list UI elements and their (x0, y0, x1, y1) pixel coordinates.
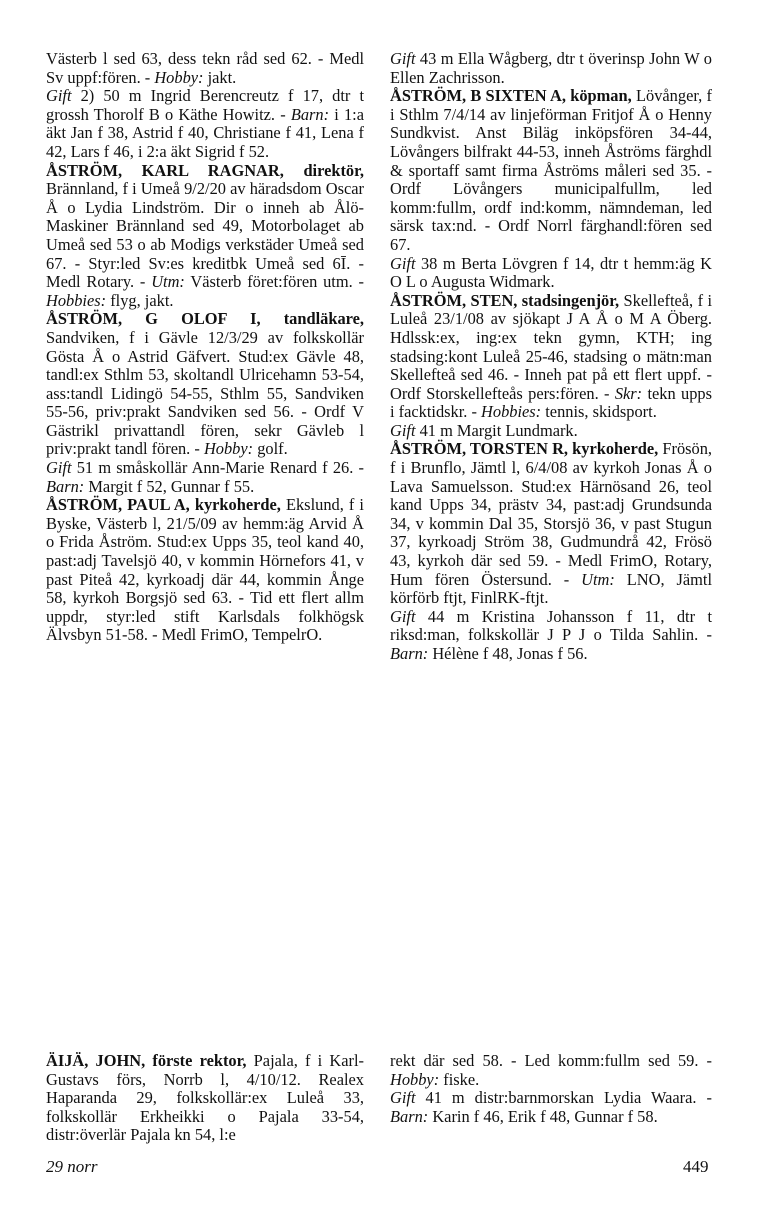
entry-text: tekn upps i facktidskr. - (390, 383, 712, 422)
entry-text: Sandviken, f i Gävle 12/3/29 av folkskollär Gösta Å o Astrid Gäfvert. Stud:ex Gävle 48, tandl:ex Sthlm 53, skoltandl Ulricehamn 53-54, ass:tandl Lidingö 54-55, Sthlm 55, Sandviken 55-56, priv:prakt Sandviken sed 56. - Ordf V Gästrikl privattandl fören, sekr Gävleb l priv:prakt tandl fören. - (46, 327, 364, 459)
entry-text: golf. (253, 439, 288, 459)
entry-text: LNO, Jämtl körförb ftjt, FinlRK-ftjt. (390, 569, 712, 608)
gift-text: 38 m Berta Lövgren f 14, dtr t hemm:äg K O L o Augusta Widmark. (390, 253, 712, 292)
barn-label: Barn: (46, 476, 85, 496)
entry-text: flyg, jakt. (106, 290, 174, 310)
gift-label: Gift (390, 49, 416, 68)
entry-text: Brännland, f i Umeå 9/2/20 av häradsdom Oscar Å o Lydia Lindström. Dir o inneh ab Ålö-Maskiner Brännland sed 49, Motorbolaget ab Umeå sed 53 o ab Modigs verkstäder Umeå sed 67. - Styr:led Sv:es kreditbk Umeå sed 6Ī. - Medl Rotary. - (46, 179, 364, 292)
utm-label: Utm: (151, 272, 185, 292)
right-column-bottom (390, 1052, 712, 1126)
gift-label: Gift (46, 86, 72, 106)
entry-text: fiske. (439, 1069, 480, 1089)
entry-astrom-continued (46, 50, 364, 162)
gift-text: 51 m småskollär Ann-Marie Renard f 26. - (71, 458, 364, 478)
entry-astrom-paul (46, 496, 364, 645)
entry-astrom-torsten (390, 440, 712, 663)
entry-text: Skellefteå, f i Luleå 23/1/08 av sjökapt J A Å o M A Öberg. Hdlssk:ex, ing:ex tekn gymn, KTH; ing stadsing:kont Luleå 25-46, stadsing o mätn:man Skellefteå sed 46. - Inneh pat på ett flert uppf. - Ordf Storskellefteås pers:fören. - (390, 290, 713, 403)
entry-text: Ekslund, f i Byske, Västerb l, 21/5/09 av hemm:äg Arvid Å o Frida Åström. Stud:ex Upps 35, teol kand 40, past:adj Tavelsjö 40, v kommin Hörnefors 41, v past Piteå 42, kyrkoadj där 44, kommin Ånge 58, kyrkoh Borgsjö sed 63. - Tid ett flert allm uppdr, styr:led stift Karlsdals folkhögsk Älvsbyn 51-58. - Medl FrimO, TempelrO. (46, 495, 364, 645)
gift-label: Gift (46, 458, 72, 478)
barn-label: Barn: (390, 1106, 429, 1126)
gift-label: Gift (390, 606, 416, 626)
entry-astrom-sixten (390, 87, 712, 292)
gift-text: 2) 50 m Ingrid Berencreutz f 17, dtr t grossh Thorolf B o Käthe Howitz. - (46, 86, 364, 124)
barn-text: Margit f 52, Gunnar f 55. (84, 476, 255, 496)
entry-astrom-sten (390, 292, 712, 441)
entry-aija-john-continued (390, 1052, 712, 1126)
entry-heading: ÅSTRÖM, G OLOF I, tandläkare, (46, 309, 364, 329)
right-column-top (390, 50, 712, 664)
entry-astrom-karl-ragnar (46, 162, 364, 311)
hobby-label: Hobby: (390, 1069, 440, 1089)
entry-text: Lövånger, f i Sthlm 7/4/14 av linjeförman Fritjof Å o Henny Sundkvist. Anst Biläg inköpsfören 34-44, Lövångers bilfrakt 44-53, inneh Åströms färghdl & sportaff samt firma Åströms måleri sed 35. - Ordf Lövångers municipalfullm, led komm:fullm, ordf ind:komm, nämndeman, led särsk tax:nd. - Ordf Norrl färghandl:fören sed 67. (390, 86, 712, 254)
left-column-top (46, 50, 364, 645)
entry-heading: ÅSTRÖM, PAUL A, kyrkoherde, (46, 495, 281, 515)
left-column-bottom (46, 1052, 364, 1145)
gift-label: Gift (390, 420, 416, 440)
entry-heading: ÄIJÄ, JOHN, förste rektor, (46, 1051, 247, 1070)
entry-heading: ÅSTRÖM, STEN, stadsingenjör, (390, 290, 620, 310)
hobbies-label: Hobbies: (46, 290, 107, 310)
entry-heading: ÅSTRÖM, TORSTEN R, kyrkoherde, (390, 439, 659, 459)
barn-label: Barn: (390, 644, 429, 663)
gift-label: Gift (390, 253, 416, 273)
entry-text: Pajala, f i Karl-Gustavs förs, Norrb l, 4/10/12. Realex Haparanda 29, folkskollär:ex Luleå 33, folkskollär Erkheikki o Pajala 33-54, distr:överlär Pajala kn 54, l:e (46, 1051, 364, 1145)
gift-text: 41 m Margit Lundmark. (415, 420, 578, 440)
skr-label: Skr: (614, 383, 643, 403)
hobby-label: Hobby: (154, 67, 204, 87)
entry-text: Västerb l sed 63, dess tekn råd sed 62. - Medl Sv uppf:fören. - (46, 49, 364, 87)
hobbies-label: Hobbies: (481, 402, 542, 422)
entry-heading: ÅSTRÖM, B SIXTEN A, köpman, (390, 86, 632, 106)
entry-text: rekt där sed 58. - Led komm:fullm sed 59. - (390, 1051, 712, 1070)
entry-aija-john (46, 1052, 364, 1145)
gift-label: Gift (390, 1088, 416, 1108)
entry-astrom-paul-continued (390, 50, 712, 87)
entry-text: tennis, skidsport. (541, 402, 657, 422)
barn-text: i 1:a äkt Jan f 38, Astrid f 40, Christiane f 41, Lena f 42, Lars f 46, i 2:a äkt Sigrid f 52. (46, 104, 364, 161)
gift-text: 44 m Kristina Johansson f 11, dtr t riksd:man, folkskollär J P J o Tilda Sahlin. - (390, 606, 712, 645)
page-number: 449 (683, 1157, 709, 1176)
entry-heading: ÅSTRÖM, KARL RAGNAR, direktör, (46, 160, 364, 180)
utm-label: Utm: (581, 569, 615, 589)
entry-text: Frösön, f i Brunflo, Jämtl l, 6/4/08 av kyrkoh Jonas Å o Lava Samuelsson. Stud:ex Härnösand 26, teol kand Upps 34, prästv 34, past:adj Grundsunda 34, v kommin Dal 35, Storsjö 36, v past Stugun 37, kyrkoadj Ström 38, Gudmundrå 42, Frösö 43, kyrkoh där sed 59. - Medl FrimO, Rotary, Hum fören Östersund. - (390, 439, 713, 589)
barn-label: Barn: (290, 104, 330, 124)
gift-text: 43 m Ella Wågberg, dtr t överinsp John W o Ellen Zachrisson. (390, 49, 712, 87)
entry-text: jakt. (203, 67, 237, 87)
entry-text: Västerb föret:fören utm. - (184, 272, 364, 292)
barn-text: Hélène f 48, Jonas f 56. (428, 644, 588, 663)
barn-text: Karin f 46, Erik f 48, Gunnar f 58. (428, 1106, 658, 1126)
entry-astrom-g-olof (46, 310, 364, 496)
gift-text: 41 m distr:barnmorskan Lydia Waara. - (415, 1088, 712, 1108)
footer-signature: 29 norr (46, 1157, 98, 1176)
hobby-label: Hobby: (203, 439, 254, 459)
